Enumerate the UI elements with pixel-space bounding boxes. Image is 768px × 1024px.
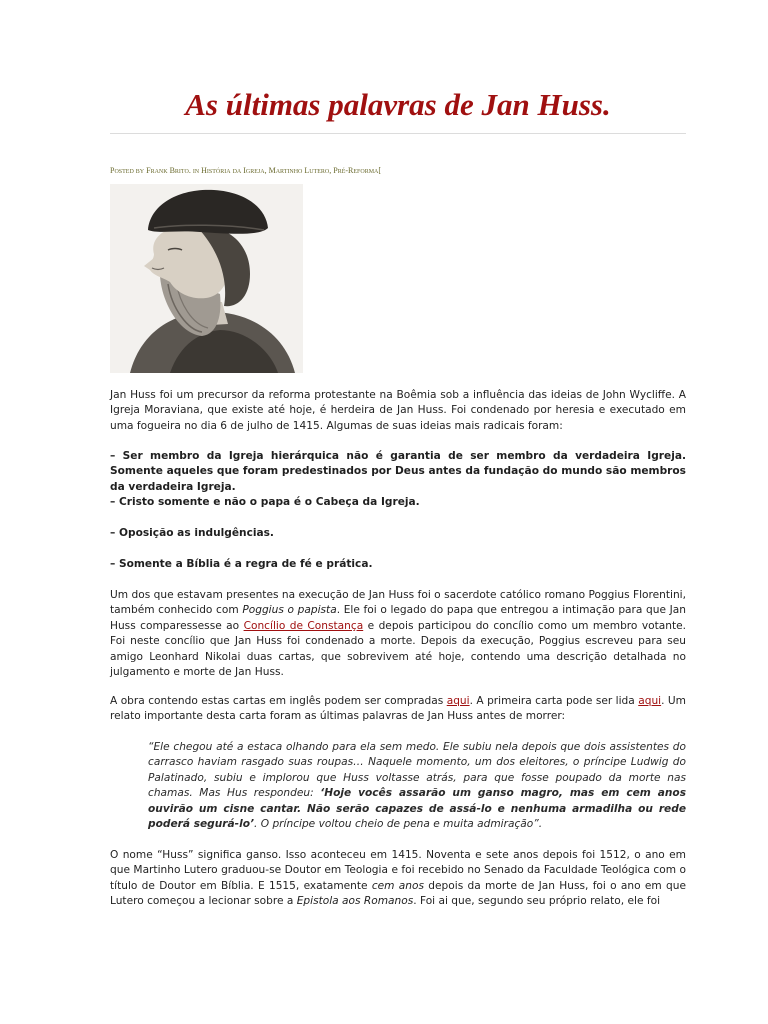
- idea-item: – Cristo somente e não o papa é o Cabeça da Igreja.: [110, 496, 420, 508]
- post-meta: [110, 166, 686, 175]
- in-label: . in: [188, 166, 200, 175]
- text-run: Um dos que estavam presentes na execução de Jan Huss foi o sacerdote católico romano Poggius Florentini, também conhecido com: [110, 589, 686, 617]
- text-run: . Um relato importante desta carta foram as últimas palavras de Jan Huss antes de morrer:: [110, 695, 686, 723]
- idea-item: – Oposição as indulgências.: [110, 527, 274, 539]
- text-emphasis: cem anos: [371, 879, 425, 892]
- text-run: O nome “Huss” significa ganso. Isso aconteceu em 1415. Noventa e sete anos depois foi 1512, o ano em que Martinho Lutero graduou-se Doutor em Teologia e foi recebido no Senado da Faculdade Teológica com o título de Doutor em Bíblia. E 1515, exatamente: [110, 849, 686, 892]
- text-run: e depois participou do concílio como um membro votante. Foi neste concílio que Jan Huss foi condenado a morte. Depois da execução, Poggius escreveu para seu amigo Leonhard Nikolai duas cartas, que sobrevivem até hoje, contendo uma descrição detalhada no julgamento e morte de Jan Huss.: [110, 619, 686, 679]
- text-run: . Ele foi o legado do papa que entregou a intimação para que Jan Huss comparessesse ao: [110, 604, 686, 632]
- posted-by-label: Posted by: [110, 166, 145, 175]
- author-link[interactable]: Frank Brito: [146, 166, 189, 175]
- paragraph: [110, 694, 686, 725]
- text-run: depois da morte de Jan Huss, foi o ano em que Lutero começou a lecionar sobre a: [110, 879, 686, 908]
- paragraph: [110, 848, 686, 910]
- text-run: . Foi ai que, segundo seu próprio relato, ele foi: [413, 895, 661, 908]
- category-link[interactable]: Pré-Reforma: [333, 166, 379, 175]
- text-run: A obra contendo estas cartas em inglês podem ser compradas: [110, 695, 447, 707]
- text-emphasis: Poggius o papista: [242, 604, 337, 617]
- idea-item: – Ser membro da Igreja hierárquica não é garantia de ser membro da verdadeira Igreja. Somente aqueles que foram predestinados por Deus antes da fundação do mundo são membros da verdadeira Igreja.: [110, 450, 686, 493]
- portrait-image: [110, 184, 303, 373]
- paragraph: Jan Huss foi um precursor da reforma protestante na Boêmia sob a influência das ideias de John Wycliffe. A Igreja Moraviana, que existe até hoje, é herdeira de Jan Huss. Foi condenado por heresia e executado em uma fogueira no dia 6 de julho de 1415. Algumas de suas ideias mais radicais foram:: [110, 389, 686, 432]
- read-link[interactable]: aqui: [638, 695, 662, 707]
- paragraph: [110, 588, 686, 680]
- category-separator: ,: [329, 166, 332, 175]
- title-divider: [110, 133, 686, 134]
- quote-emphasis: ‘Hoje vocês assarão um ganso magro, mas em cem anos ouvirão um cisne cantar. Não serão capazes de assá-lo e nenhuma armadilha ou rede poderá segurá-lo’: [148, 787, 686, 831]
- text-run: . A primeira carta pode ser lida: [469, 695, 639, 707]
- text-emphasis: Epistola aos Romanos: [296, 895, 414, 908]
- post-title: As últimas palavras de Jan Huss.: [185, 87, 611, 122]
- buy-link[interactable]: aqui: [446, 695, 470, 707]
- text-run: “Ele chegou até a estaca olhando para ela sem medo. Ele subiu nela depois que dois assistentes do carrasco haviam rasgado suas roupas… Naquele momento, um dos eleitores, o príncipe Ludwig do Palatinado, subiu e implorou que Huss voltasse atrás, para que fosse poupado da morte nas chamas. Mas Hus respondeu:: [148, 741, 686, 800]
- council-link[interactable]: Concílio de Constança: [243, 619, 364, 632]
- text-run: . O príncipe voltou cheio de pena e muita admiração”.: [254, 818, 543, 831]
- category-link[interactable]: História da Igreja: [201, 166, 265, 175]
- category-link[interactable]: Martinho Lutero: [268, 166, 330, 175]
- idea-item: – Somente a Bíblia é a regra de fé e prática.: [110, 558, 373, 570]
- category-separator: ,: [264, 166, 267, 175]
- meta-bracket: [: [378, 166, 382, 175]
- blockquote: [148, 740, 686, 832]
- portrait-engraving-icon: [110, 184, 303, 373]
